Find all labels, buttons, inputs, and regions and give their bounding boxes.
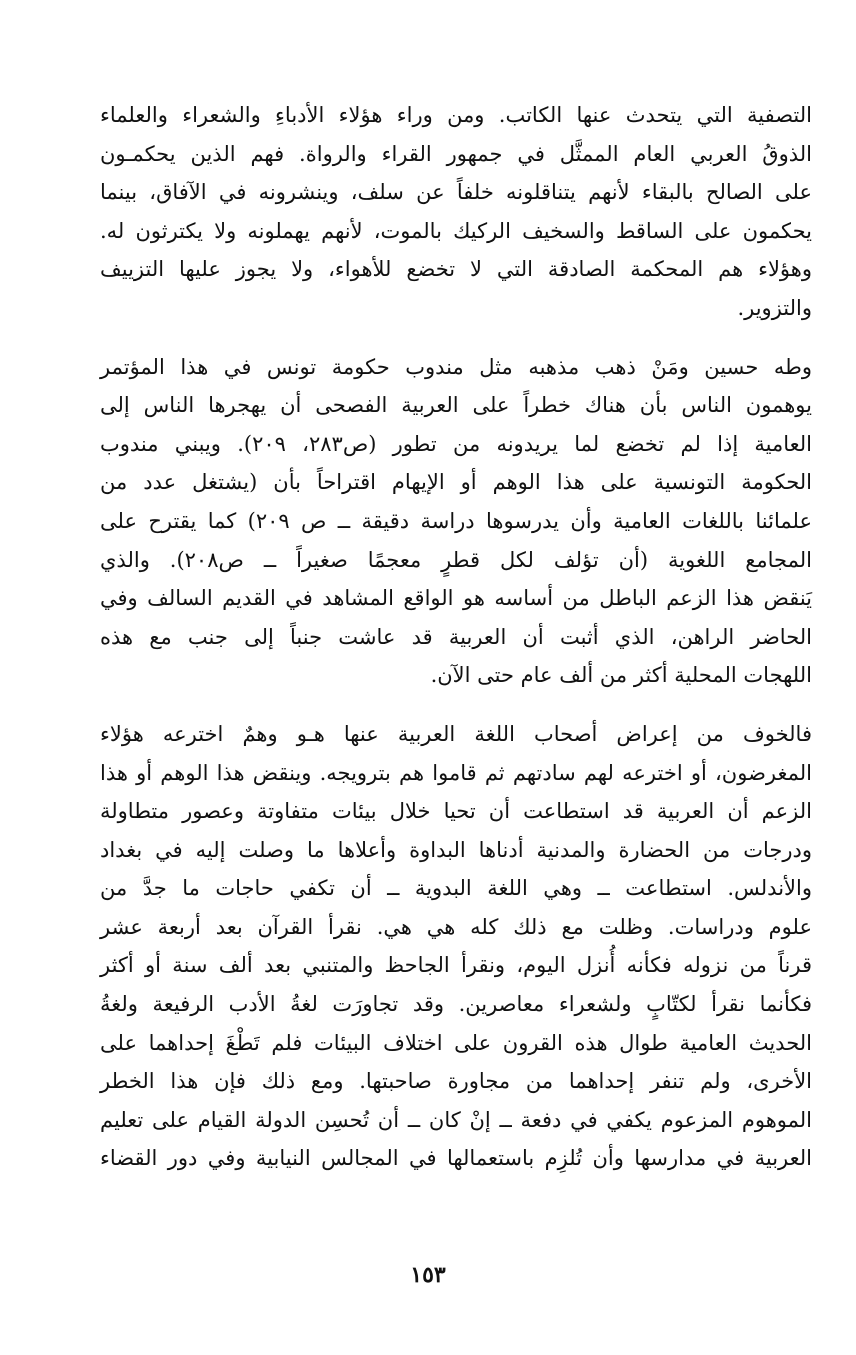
page-number: ١٥٣ xyxy=(410,1262,446,1288)
text-line: التصفية التي يتحدث عنها الكاتب. ومن وراء هؤلاء الأدباءِ والشعراء والعلماء xyxy=(100,103,812,127)
text-line: فالخوف من إعراض أصحاب اللغة العربية عنها هـو وهمٌ اخترعه هؤلاء xyxy=(100,721,812,746)
paragraph-3 xyxy=(100,715,812,1178)
text-line: والتزوير. xyxy=(737,295,812,320)
text-line: والأندلس. استطاعت ــ وهي اللغة البدوية ــ أن تكفي حاجات ما جدَّ من xyxy=(100,876,812,901)
text-line: وطه حسين ومَنْ ذهب مذهبه مثل مندوب حكومة تونس في هذا المؤتمر xyxy=(100,354,812,379)
text-line: الزعم أن العربية قد استطاعت أن تحيا خلال بيئات متفاوتة وعصور متطاولة xyxy=(100,799,812,824)
text-line: العربية في مدارسها وأن تُلزِم باستعمالها في المجالس النيابية وفي دور القضاء xyxy=(100,1146,812,1171)
text-line: الذوقُ العربي العام الممثَّل في جمهور القراء والرواة. فهم الذين يحكمـون xyxy=(100,141,812,166)
text-line: يحكمون على الساقط والسخيف الركيك بالموت، لأنهم يهملونه ولا يكترثون له. xyxy=(100,218,812,243)
body-text xyxy=(100,96,812,1178)
text-line: الحكومة التونسية على هذا الوهم أو الإيهام اقتراحاً بأن (يشتغل عدد من xyxy=(100,470,812,495)
text-line: على الصالح بالبقاء لأنهم يتناقلونه خلفاً عن سلف، وينشرونه في الآفاق، بينما xyxy=(100,180,812,205)
text-line: المجامع اللغوية (أن تؤلف لكل قطرٍ معجمًا صغيراً ــ ص٢٠٨). والذي xyxy=(100,547,812,572)
text-line: العامية إذا لم تخضع لما يريدونه من تطور (ص٢٨٣، ٢٠٩). ويبني مندوب xyxy=(100,431,813,456)
text-line: علمائنا باللغات العامية وأن يدرسوها دراسة دقيقة ــ ص ٢٠٩) كما يقترح على xyxy=(100,508,812,533)
paragraph-2 xyxy=(100,348,812,695)
text-line: قرناً من نزوله فكأنه أُنزل اليوم، ونقرأ الجاحظ والمتنبي بعد ألف سنة أو أكثر xyxy=(100,953,812,978)
text-line: علوم ودراسات. وظلت مع ذلك كله هي هي. نقرأ القرآن بعد أربعة عشر xyxy=(100,914,812,939)
text-line: الحاضر الراهن، الذي أثبت أن العربية قد عاشت جنباً إلى جنب مع هذه xyxy=(100,624,812,649)
text-line: اللهجات المحلية أكثر من ألف عام حتى الآن. xyxy=(430,663,812,688)
text-line: الموهوم المزعوم يكفي في دفعة ــ إنْ كان ــ أن تُحسِن الدولة القيام على تعليم xyxy=(100,1107,812,1132)
text-line: وهؤلاء هم المحكمة الصادقة التي لا تخضع للأهواء، ولا يجوز عليها التزييف xyxy=(100,257,812,282)
text-line: الحديث العامية طوال هذه القرون على اختلاف البيئات فلم تَطْغَ إحداهما على xyxy=(100,1030,812,1055)
paragraph-1 xyxy=(100,96,812,328)
text-line: يوهمون الناس بأن هناك خطراً على العربية الفصحى أن يهجرها الناس إلى xyxy=(100,393,812,418)
text-line: فكأنما نقرأ لكتّابٍ ولشعراء معاصرين. وقد تجاورَت لغةُ الأدب الرفيعة ولغةُ xyxy=(100,992,812,1017)
text-line: المغرضون، أو اخترعه لهم سادتهم ثم قاموا هم بترويجه. وينقض هذا الوهم أو هذا xyxy=(100,760,812,785)
text-line: ودرجات من الحضارة والمدنية أدناها البداوة وأعلاها ما وصلت إليه في بغداد xyxy=(100,837,812,862)
text-line: يَنقض هذا الزعم الباطل من أساسه هو الواقع المشاهد في القديم السالف وفي xyxy=(100,586,812,611)
text-line: الأخرى، ولم تنفر إحداهما من مجاورة صاحبتها. ومع ذلك فإن هذا الخطر xyxy=(100,1069,812,1094)
